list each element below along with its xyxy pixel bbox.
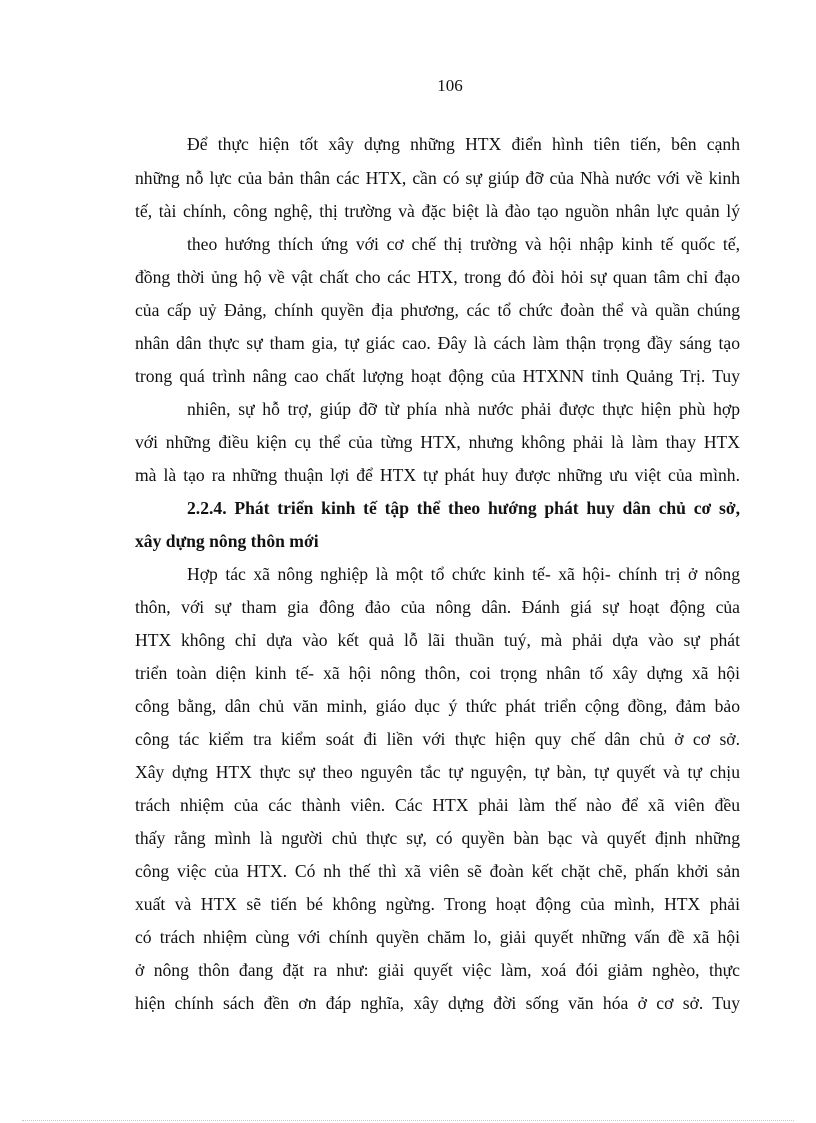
text-line: HTX không chỉ dựa vào kết quả lỗ lãi thuần tuý, mà phải dựa vào sự phát [135, 630, 740, 650]
text-line: công tác kiểm tra kiểm soát đi liền với thực hiện quy chế dân chủ ở cơ sở. [135, 729, 740, 749]
text-line: với những điều kiện cụ thể của từng HTX, nhưng không phải là làm thay HTX [135, 432, 740, 452]
text-line: ở nông thôn đang đặt ra như: giải quyết việc làm, xoá đói giảm nghèo, thực [135, 960, 740, 980]
page-bottom-divider [22, 1120, 794, 1121]
text-line: trong quá trình nâng cao chất lượng hoạt động của HTXNN tỉnh Quảng Trị. Tuy [135, 366, 740, 386]
section-heading-continued: xây dựng nông thôn mới [135, 531, 319, 551]
text-line: những nỗ lực của bản thân các HTX, cần có sự giúp đỡ của Nhà nước với về kinh [135, 168, 740, 188]
text-line: triển toàn diện kinh tế- xã hội nông thôn, coi trọng nhân tố xây dựng xã hội [135, 663, 740, 683]
text-line: hiện chính sách đền ơn đáp nghĩa, xây dựng đời sống văn hóa ở cơ sở. Tuy [135, 993, 740, 1013]
page-number: 106 [437, 76, 463, 95]
text-line: thôn, với sự tham gia đông đảo của nông dân. Đánh giá sự hoạt động của [135, 597, 740, 617]
text-line: của cấp uỷ Đảng, chính quyền địa phương, các tổ chức đoàn thể và quần chúng [135, 300, 740, 320]
text-line: theo hướng thích ứng với cơ chế thị trường và hội nhập kinh tế quốc tế, [187, 234, 740, 254]
text-line: đồng thời ủng hộ về vật chất cho các HTX, trong đó đòi hỏi sự quan tâm chỉ đạo [135, 267, 740, 287]
text-line: thấy rằng mình là người chủ thực sự, có quyền bàn bạc và quyết định những [135, 828, 740, 848]
text-line: mà là tạo ra những thuận lợi để HTX tự phát huy được những ưu việt của mình. [135, 465, 740, 485]
text-line: có trách nhiệm cùng với chính quyền chăm lo, giải quyết những vấn đề xã hội [135, 927, 740, 947]
text-line: công việc của HTX. Có nh thế thì xã viên sẽ đoàn kết chặt chẽ, phấn khởi sản [135, 861, 740, 881]
text-line: Xây dựng HTX thực sự theo nguyên tắc tự nguyện, tự bàn, tự quyết và tự chịu [135, 762, 740, 782]
text-line: nhiên, sự hỗ trợ, giúp đỡ từ phía nhà nước phải được thực hiện phù hợp [187, 399, 740, 419]
section-heading: 2.2.4. Phát triển kinh tế tập thể theo hướng phát huy dân chủ cơ sở, [187, 498, 740, 518]
text-line: xuất và HTX sẽ tiến bé không ngừng. Trong hoạt động của mình, HTX phải [135, 894, 740, 914]
text-line: nhân dân thực sự tham gia, tự giác cao. Đây là cách làm thận trọng đầy sáng tạo [135, 333, 740, 353]
text-line: trách nhiệm của các thành viên. Các HTX phải làm thế nào để xã viên đều [135, 795, 740, 815]
text-line: Để thực hiện tốt xây dựng những HTX điển hình tiên tiến, bên cạnh [187, 134, 740, 154]
text-line: Hợp tác xã nông nghiệp là một tổ chức kinh tế- xã hội- chính trị ở nông [187, 564, 740, 584]
text-line: tế, tài chính, công nghệ, thị trường và đặc biệt là đào tạo nguồn nhân lực quản lý [135, 201, 740, 221]
text-line: công bằng, dân chủ văn minh, giáo dục ý thức phát triển cộng đồng, đảm bảo [135, 696, 740, 716]
